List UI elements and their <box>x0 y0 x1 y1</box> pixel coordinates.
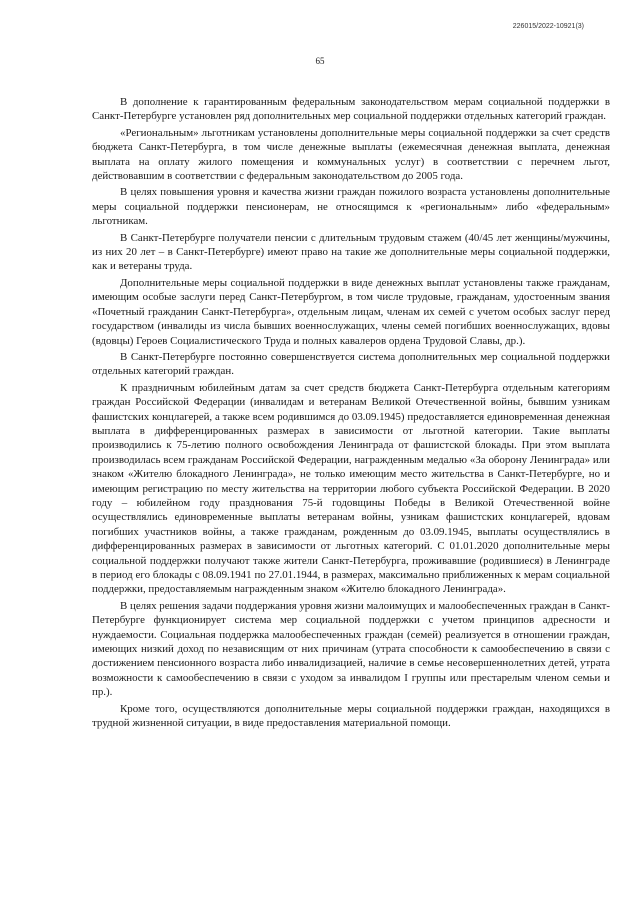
document-number: 226015/2022-10921(3) <box>512 23 584 30</box>
paragraph: В целях решения задачи поддержания уровня жизни малоимущих и малообеспеченных граждан в Санкт-Петербурге функционирует система мер социальной поддержки с учетом принципов адресности и нуждаемости. Социальная поддержка малообеспеченных граждан (семей) реализуется в отношении граждан, имеющих низкий доход по независящим от них причинам (утрата способности к самообеспечению в связи с достижением пенсионного возраста либо инвалидизацией, наличие в семье несовершеннолетних детей, утрата возможности к самообеспечению в связи с уходом за инвалидом I группы или престарелым членом семьи и пр.). <box>92 599 610 699</box>
paragraph: В целях повышения уровня и качества жизни граждан пожилого возраста установлены дополнительные меры социальной поддержки пенсионерам, не относящимся к «региональным» либо «федеральным» льготникам. <box>92 186 610 228</box>
paragraph: «Региональным» льготникам установлены дополнительные меры социальной поддержки за счет средств бюджета Санкт-Петербурга, в том числе денежные выплаты (ежемесячная денежная выплата, денежная выплата на оплату жилого помещения и коммунальных услуг) в соответствии с перечнем льгот, действовавшим в соответствии с федеральным законодательством до 2005 года. <box>92 126 610 183</box>
paragraph: Дополнительные меры социальной поддержки в виде денежных выплат установлены также гражданам, имеющим особые заслуги перед Санкт-Петербургом, в том числе трудовые, гражданам, удостоенным звания «Почетный гражданин Санкт-Петербурга», отдельным лицам, членам их семей с учетом особых заслуг перед государством (инвалиды из числа бывших военнослужащих, члены семей погибших военнослужащих, вдовы (вдовцы) Героев Социалистического Труда и полных кавалеров ордена Трудовой Славы, др.). <box>92 276 610 347</box>
page-number: 65 <box>315 56 325 66</box>
paragraph: В Санкт-Петербурге получатели пенсии с длительным трудовым стажем (40/45 лет женщины/мужчины, из них 20 лет – в Санкт-Петербурге) имеют право на такие же дополнительные меры социальной поддержки, как и ветераны труда. <box>92 231 610 273</box>
document-body <box>92 95 610 730</box>
paragraph: Кроме того, осуществляются дополнительные меры социальной поддержки граждан, находящихся в трудной жизненной ситуации, в виде предоставления материальной помощи. <box>92 702 610 730</box>
paragraph: К праздничным юбилейным датам за счет средств бюджета Санкт-Петербурга отдельным категориям граждан Российской Федерации (инвалидам и ветеранам Великой Отечественной войны, бывшим узникам фашистских концлагерей, а также всем родившимся до 03.09.1945) предоставляется единовременная денежная выплата в дифференцированных размерах в зависимости от льготной категории. Такие выплаты производились к 75-летию полного освобождения Ленинграда от фашистской блокады. При этом выплата производилась всем гражданам Российской Федерации, награжденным медалью «За оборону Ленинграда» или знаком «Жителю блокадного Ленинграда», не только имеющим место жительства в Санкт-Петербурге, но и имеющим регистрацию по месту жительства на территории любого субъекта Российской Федерации. В 2020 году – юбилейном году празднования 75-й годовщины Победы в Великой Отечественной войне осуществлялись единовременные выплаты ветеранам войны, узникам фашистских концлагерей, вдовам погибших участников войны, а также гражданам, рожденным до 03.09.1945, выплаты осуществлялись в дифференцированных размерах в зависимости от льготных категорий. С 01.01.2020 дополнительные меры социальной поддержки получают также жители Санкт-Петербурга, проживавшие (родившиеся) в Ленинграде в период его блокады с 08.09.1941 по 27.01.1944, в размерах, максимально приближенных к мерам социальной поддержки, предоставляемым награжденным знаком «Жителю блокадного Ленинграда». <box>92 381 610 596</box>
paragraph: В Санкт-Петербурге постоянно совершенствуется система дополнительных мер социальной поддержки отдельных категорий граждан. <box>92 350 610 378</box>
paragraph: В дополнение к гарантированным федеральным законодательством мерам социальной поддержки в Санкт-Петербурге установлен ряд дополнительных мер социальной поддержки отдельных категорий граждан. <box>92 96 610 123</box>
